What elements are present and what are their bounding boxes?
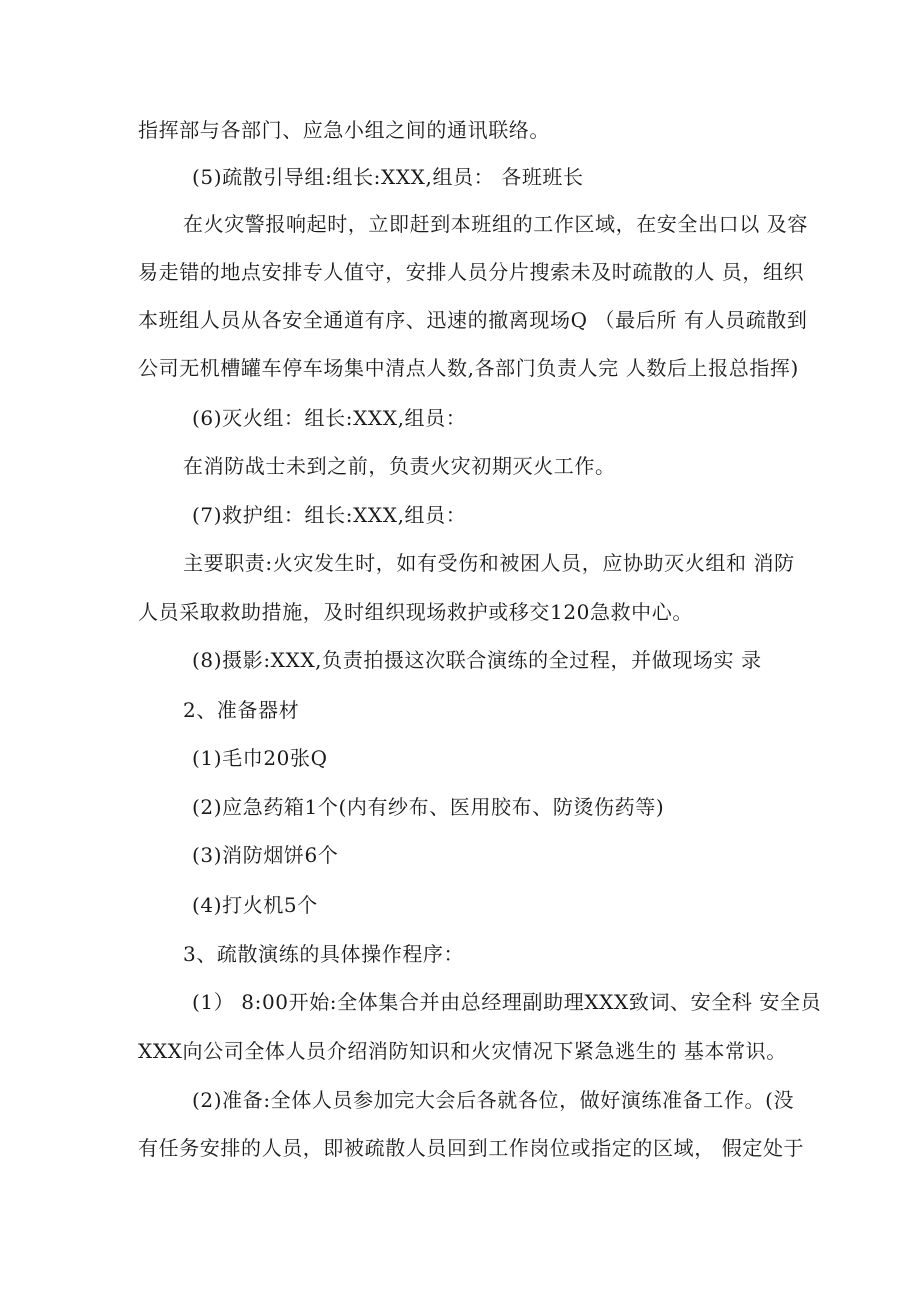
list-item: (4)打火机5个 xyxy=(192,893,318,917)
paragraph-line: 公司无机槽罐车停车场集中清点人数,各部门负责人完 人数后上报总指挥) xyxy=(138,356,799,380)
paragraph-line: 易走错的地点安排专人值守，安排人员分片搜索未及时疏散的人 员，组织 xyxy=(138,260,805,284)
section-heading-rescue-group: (7)救护组：组长:XXX,组员： xyxy=(192,503,467,527)
paragraph-line: 在火灾警报响起时，立即赶到本班组的工作区域，在安全出口以 及容 xyxy=(183,212,808,236)
list-item: (3)消防烟饼6个 xyxy=(192,843,339,867)
paragraph-line: 指挥部与各部门、应急小组之间的通讯联络。 xyxy=(138,118,550,142)
section-heading-procedure: 3、疏散演练的具体操作程序： xyxy=(183,942,465,966)
paragraph-line: 本班组人员从各安全通道有序、迅速的撤离现场Q （最后所 有人员疏散到 xyxy=(138,308,808,332)
paragraph-line: 人员采取救助措施，及时组织现场救护或移交120急救中心。 xyxy=(138,600,693,624)
paragraph-line: (2)准备:全体人员参加完大会后各就各位，做好演练准备工作。(没 xyxy=(192,1088,795,1112)
paragraph-line: 主要职责:火灾发生时，如有受伤和被困人员，应协助灭火组和 消防 xyxy=(183,551,795,575)
paragraph-line: XXX向公司全体人员介绍消防知识和火灾情况下紧急逃生的 基本常识。 xyxy=(138,1039,787,1063)
section-heading-photography: (8)摄影:XXX,负责拍摄这次联合演练的全过程，并做现场实 录 xyxy=(192,648,762,672)
section-heading-evacuation-group: (5)疏散引导组:组长:XXX,组员： 各班班长 xyxy=(192,165,584,189)
paragraph-line: 有任务安排的人员，即被疏散人员回到工作岗位或指定的区域， 假定处于 xyxy=(138,1136,805,1160)
paragraph-line: (1） 8:00开始:全体集合并由总经理副助理XXX致词、安全科 安全员 xyxy=(192,990,822,1014)
section-heading-equipment: 2、准备器材 xyxy=(183,698,300,722)
list-item: (1)毛巾20张Q xyxy=(192,746,328,770)
section-heading-firefighting-group: (6)灭火组：组长:XXX,组员： xyxy=(192,406,467,430)
paragraph-line: 在消防战士未到之前，负责火灾初期灭火工作。 xyxy=(183,454,616,478)
list-item: (2)应急药箱1个(内有纱布、医用胶布、防烫伤药等) xyxy=(192,795,665,819)
